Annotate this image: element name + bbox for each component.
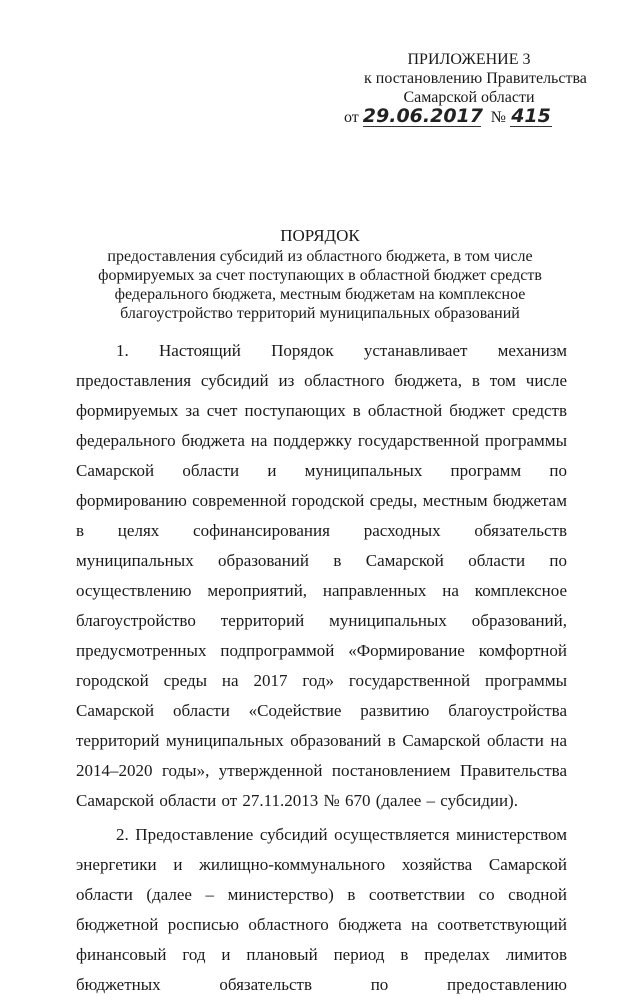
document-subtitle-line-4: благоустройство территорий муниципальных образований <box>120 305 520 322</box>
document-title-block <box>70 226 570 323</box>
document-subtitle-line-2: формируемых за счет поступающих в областной бюджет средств <box>98 267 542 284</box>
appendix-header <box>314 50 587 127</box>
appendix-line-2: Самарской области <box>403 89 535 106</box>
document-subtitle-line-3: федерального бюджета, местным бюджетам на комплексное <box>114 286 526 303</box>
paragraph-1: 1. Настоящий Порядок устанавливает механизм предоставления субсидий из областного бюджета, в том числе формируемых за счет поступающих в областной бюджет средств федерального бюджета на поддержку государственной программы Самарской области и муниципальных программ по формированию современной городской среды, местным бюджетам в целях софинансирования расходных обязательств муниципальных образований в Самарской области по осуществлению мероприятий, направленных на комплексное благоустройство территорий муниципальных образований, предусмотренных подпрограммой «Формирование комфортной городской среды на 2017 год» государственной программы Самарской области «Содействие развитию благоустройства территорий муниципальных образований в Самарской области на 2014–2020 годы», утвержденной постановлением Правительства Самарской области от 27.11.2013 № 670 (далее – субсидии). <box>76 341 567 810</box>
handwritten-number: 415 <box>511 105 551 127</box>
document-subtitle-line-1: предоставления субсидий из областного бюджета, в том числе <box>107 248 533 265</box>
document-title: ПОРЯДОК <box>280 226 360 245</box>
paragraph-2: 2. Предоставление субсидий осуществляется министерством энергетики и жилищно-коммунального хозяйства Самарской области (далее – министерство) в соответствии со сводной бюджетной росписью областного бюджета на соответствующий финансовый год и плановый период в пределах лимитов бюджетных обязательств по предоставлению <box>76 825 567 994</box>
appendix-center-block <box>364 50 587 107</box>
date-prefix: от <box>344 109 359 126</box>
appendix-date-line <box>314 107 574 127</box>
document-body <box>76 336 567 1000</box>
handwritten-date: 29.06.2017 <box>362 105 483 127</box>
appendix-line-1: к постановлению Правительства <box>364 70 587 87</box>
number-sign: № <box>490 109 507 126</box>
appendix-title: ПРИЛОЖЕНИЕ 3 <box>407 51 531 68</box>
